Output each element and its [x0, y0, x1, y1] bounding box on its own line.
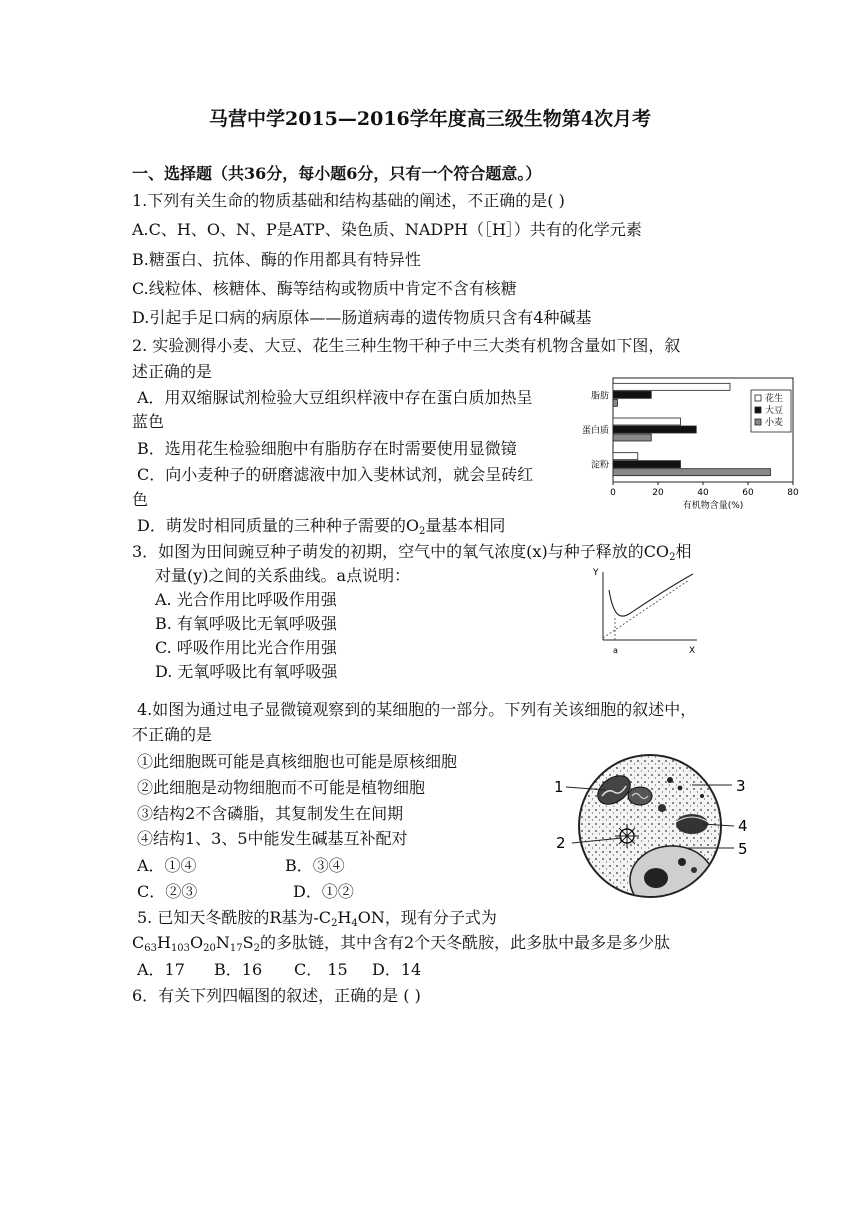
q4-option-b: B．③④	[285, 856, 345, 875]
x-tick-label: 0	[610, 488, 616, 498]
q5-option-a: A．17	[137, 960, 185, 979]
x-axis-label: X	[689, 646, 696, 656]
x-tick-label: 20	[652, 488, 664, 498]
q5-stem-line2: $C_{63}H_{103}O_{20}N_{17}S_2$的多肽链，其中含有2个天冬酰胺，此多肽中最多是多少肽	[132, 933, 671, 954]
label-5: 5	[738, 840, 748, 858]
x-tick-label: 60	[742, 488, 754, 498]
legend-swatch	[755, 407, 761, 413]
y-axis-label: Y	[593, 568, 599, 578]
category-label: 脂肪	[590, 391, 609, 402]
q1-option-c: C.线粒体、核糖体、酶等结构或物质中肯定不含有核糖	[132, 279, 517, 298]
point-a-label: a	[613, 646, 618, 655]
label-2: 2	[556, 834, 566, 852]
q3-option-c: C. 呼吸作用比光合作用强	[155, 638, 337, 657]
co2-release-curve	[609, 574, 693, 616]
q3-stem-line2: 对量(y)之间的关系曲线。a点说明：	[155, 566, 411, 585]
q4-option-c: C．②③	[137, 882, 198, 901]
legend-swatch	[755, 419, 761, 425]
q2-stem-line1: 2. 实验测得小麦、大豆、花生三种生物干种子中三大类有机物含量如下图，叙	[132, 336, 681, 355]
section-heading: 一、选择题（共36分，每小题6分，只有一个符合题意。）	[132, 164, 542, 183]
q1-option-d: D.引起手足口病的病原体——肠道病毒的遗传物质只含有4种碱基	[132, 308, 592, 327]
q2-option-b: B．选用花生检验细胞中有脂肪存在时需要使用显微镜	[137, 439, 517, 458]
q1-stem: 1.下列有关生命的物质基础和结构基础的阐述，不正确的是( )	[132, 191, 565, 210]
q2-option-a: A．用双缩脲试剂检验大豆组织样液中存在蛋白质加热呈	[137, 388, 533, 407]
bar-0-1	[613, 391, 651, 398]
q3-option-a: A. 光合作用比呼吸作用强	[155, 590, 337, 609]
q3-option-d: D. 无氧呼吸比有氧呼吸强	[155, 662, 338, 681]
q4-statement-1: ①此细胞既可能是真核细胞也可能是原核细胞	[137, 752, 458, 771]
q4-statement-3: ③结构2不含磷脂，其复制发生在间期	[137, 804, 404, 823]
label-1: 1	[554, 778, 564, 796]
aerobic-dashed-line	[603, 580, 689, 638]
q2-option-a-cont: 蓝色	[132, 412, 165, 431]
q1-option-b: B.糖蛋白、抗体、酶的作用都具有特异性	[132, 250, 421, 269]
q5-option-b: B．16	[214, 960, 263, 979]
bar-2-2	[613, 469, 771, 476]
q4-stem-line2: 不正确的是	[132, 725, 213, 744]
label-4: 4	[738, 817, 748, 835]
legend-entry: 小麦	[765, 418, 784, 428]
page-title: 马营中学2015—2016学年度高三级生物第4次月考	[209, 108, 651, 130]
q1-option-a: A.C、H、O、N、P是ATP、染色质、NADPH（［H］）共有的化学元素	[132, 220, 642, 239]
bar-2-1	[613, 461, 681, 468]
legend-swatch	[755, 395, 761, 401]
x-axis-title: 有机物含量(%)	[682, 501, 744, 511]
q2-option-c: C．向小麦种子的研磨滤液中加入斐林试剂，就会呈砖红	[137, 465, 534, 484]
nucleolus	[644, 868, 668, 888]
legend-entry: 花生	[765, 394, 784, 404]
cell-micrograph-figure	[552, 752, 752, 902]
q4-option-d: D．①②	[293, 882, 354, 901]
q6-stem: 6．有关下列四幅图的叙述，正确的是 ( )	[132, 986, 421, 1005]
q3-stem-line1: 3．如图为田间豌豆种子萌发的初期，空气中的氧气浓度(x)与种子释放的$CO_2$相	[132, 542, 692, 563]
q3-option-b: B. 有氧呼吸比无氧呼吸强	[155, 614, 337, 633]
q2-option-d: D．萌发时相同质量的三种种子需要的$O_2$量基本相同	[137, 516, 506, 537]
bar-1-1	[613, 426, 696, 433]
q5-option-c: C． 15	[294, 960, 348, 979]
q4-statement-4: ④结构1、3、5中能发生碱基互补配对	[137, 829, 408, 848]
x-tick-label: 40	[697, 488, 709, 498]
q5-stem-line1: 5. 已知天冬酰胺的R基为$-C_2H_4ON$，现有分子式为	[137, 908, 497, 929]
oxygen-co2-curve-graph	[585, 562, 705, 658]
q2-stem-line2: 述正确的是	[132, 362, 213, 381]
bar-1-2	[613, 434, 651, 441]
q2-option-c-cont: 色	[132, 490, 149, 509]
bar-2-0	[613, 453, 638, 460]
q5-option-d: D．14	[372, 960, 422, 979]
label-3: 3	[736, 777, 746, 795]
bar-1-0	[613, 418, 681, 425]
legend-entry: 大豆	[765, 406, 784, 416]
q4-option-a: A．①④	[137, 856, 197, 875]
organic-content-bar-chart	[575, 374, 805, 514]
category-label: 淀粉	[590, 460, 609, 471]
x-tick-label: 80	[787, 488, 799, 498]
q4-statement-2: ②此细胞是动物细胞而不可能是植物细胞	[137, 778, 426, 797]
bar-0-2	[613, 399, 618, 406]
formula-c: C	[132, 933, 145, 952]
category-label: 蛋白质	[581, 426, 609, 436]
q4-stem-line1: 4.如图为通过电子显微镜观察到的某细胞的一部分。下列有关该细胞的叙述中，	[137, 700, 697, 719]
bar-0-0	[613, 383, 730, 390]
